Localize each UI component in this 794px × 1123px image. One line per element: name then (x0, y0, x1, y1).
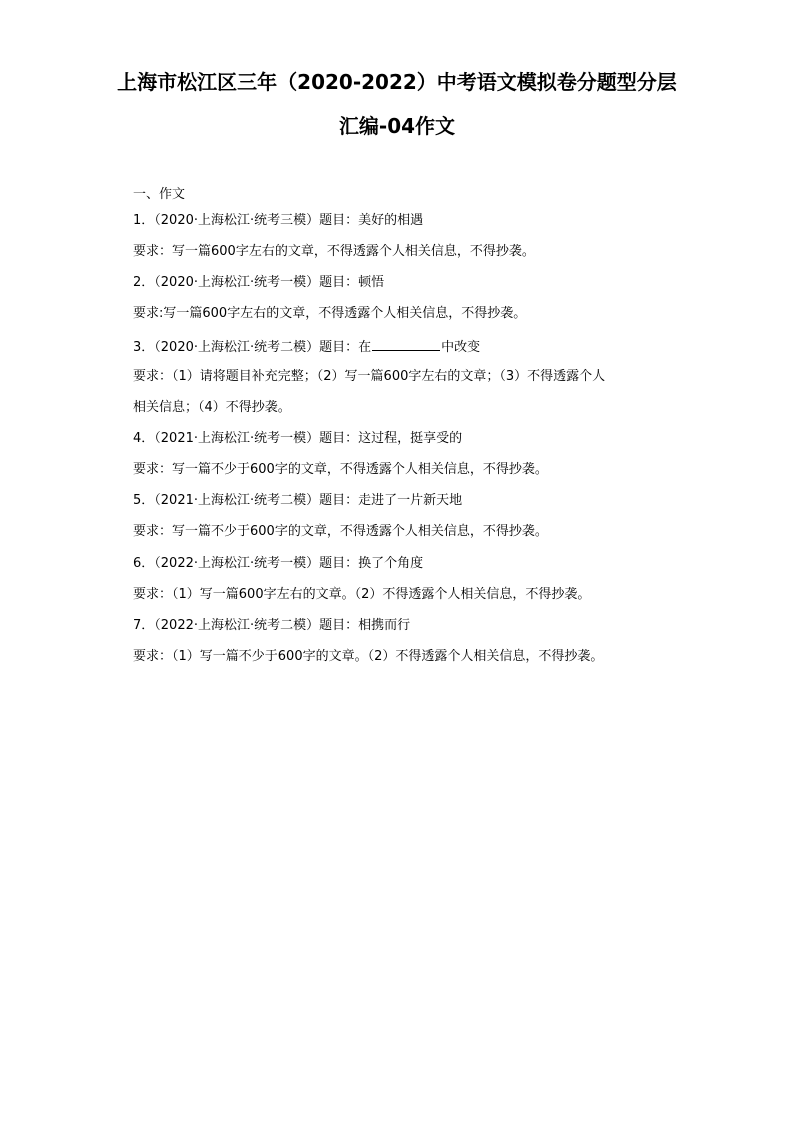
requirement-2: 要求:写一篇600字左右的文章，不得透露个人相关信息，不得抄袭。 (133, 306, 527, 321)
question-5: 5．（2021·上海松江·统考二模）题目：走进了一片新天地 (133, 493, 463, 508)
fill-in-blank (372, 337, 440, 351)
requirement-1: 要求：写一篇600字左右的文章，不得透露个人相关信息，不得抄袭。 (133, 244, 535, 259)
requirement-3: 要求：（1）请将题目补充完整；（2）写一篇600字左右的文章；（3）不得透露个人 (133, 369, 606, 384)
requirement-4: 要求：写一篇不少于600字的文章，不得透露个人相关信息，不得抄袭。 (133, 462, 548, 477)
requirement-3-continued: 相关信息；（4）不得抄袭。 (133, 400, 291, 415)
section-heading: 一、作文 (133, 187, 186, 202)
requirement-6: 要求：（1）写一篇600字左右的文章。（2）不得透露个人相关信息，不得抄袭。 (133, 587, 591, 602)
question-2: 2．（2020·上海松江·统考一模）题目：顿悟 (133, 275, 385, 290)
document-title-line2: 汇编-04作文 (338, 114, 456, 138)
question-7: 7．（2022·上海松江·统考二模）题目：相携而行 (133, 618, 411, 633)
question-3 (133, 337, 480, 357)
question-4: 4．（2021·上海松江·统考一模）题目：这过程，挺享受的 (133, 431, 463, 446)
requirement-5: 要求：写一篇不少于600字的文章，不得透露个人相关信息，不得抄袭。 (133, 524, 548, 539)
question-3-prefix: 3．（2020·上海松江·统考二模）题目：在 (133, 340, 372, 355)
question-1: 1．（2020·上海松江·统考三模）题目：美好的相遇 (133, 213, 424, 228)
document-title-line1: 上海市松江区三年（2020-2022）中考语文模拟卷分题型分层 (117, 70, 677, 94)
question-6: 6．（2022·上海松江·统考一模）题目：换了个角度 (133, 556, 424, 571)
requirement-7: 要求：（1）写一篇不少于600字的文章。（2）不得透露个人相关信息，不得抄袭。 (133, 649, 604, 664)
question-3-suffix: 中改变 (441, 340, 481, 355)
